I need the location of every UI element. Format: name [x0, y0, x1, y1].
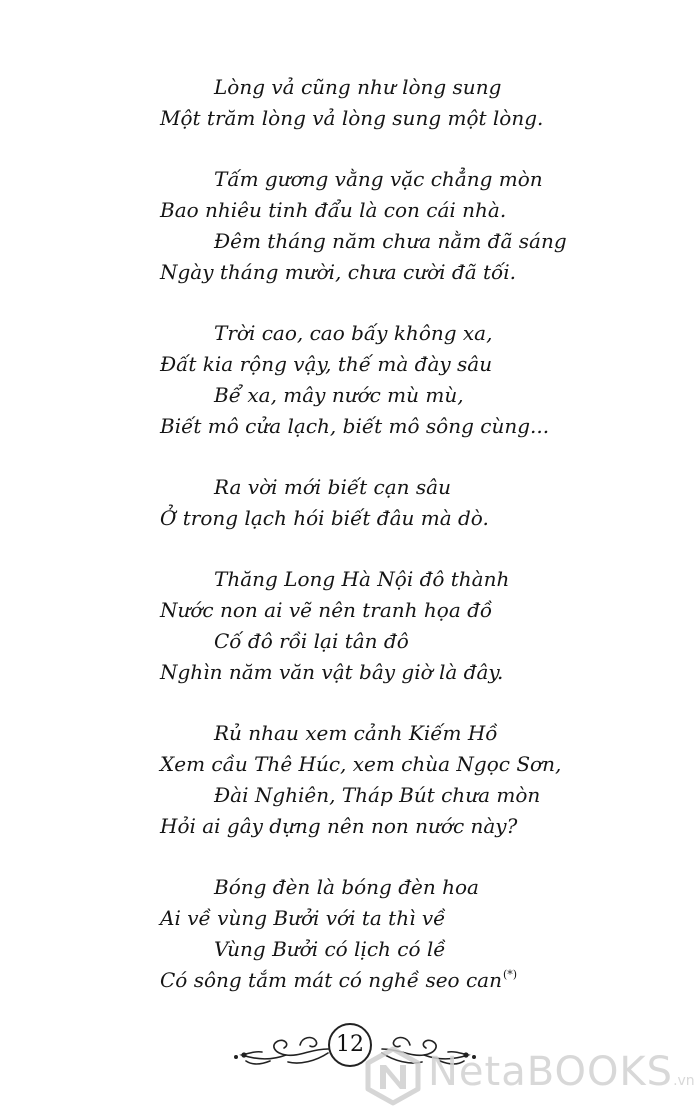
- stanza: [0, 72, 700, 134]
- poem-line: Nghìn năm văn vật bây giờ là đây.: [160, 660, 504, 684]
- watermark-text: NetaBOOKS.vn: [428, 1049, 695, 1095]
- poem-line: Đất kia rộng vậy, thế mà đày sâu: [160, 352, 493, 376]
- poem-line: Cố đô rồi lại tân đô: [214, 629, 409, 653]
- stanza: [0, 718, 700, 842]
- poem-line: Bể xa, mây nước mù mù,: [214, 383, 464, 407]
- poem-line-text: Có sông tắm mát có nghề seo can: [160, 968, 502, 992]
- poem-line: Ra vời mới biết cạn sâu: [214, 475, 451, 499]
- poem-line: Ở trong lạch hói biết đâu mà dò.: [160, 506, 489, 530]
- poem-line: Thăng Long Hà Nội đô thành: [214, 567, 510, 591]
- poem-body: [0, 72, 700, 1026]
- poem-line: Tấm gương vằng vặc chẳng mòn: [214, 167, 543, 191]
- poem-line: Hỏi ai gây dựng nên non nước này?: [160, 814, 518, 838]
- poem-line: Biết mô cửa lạch, biết mô sông cùng...: [160, 414, 550, 438]
- poem-line: Bao nhiêu tinh đẩu là con cái nhà.: [160, 198, 507, 222]
- poem-line: Ngày tháng mười, chưa cười đã tối.: [160, 260, 516, 284]
- poem-line-with-footnote: [0, 965, 700, 996]
- poem-line: Rủ nhau xem cảnh Kiếm Hồ: [214, 721, 498, 745]
- stanza: [0, 872, 700, 996]
- netabooks-watermark: [362, 1035, 695, 1115]
- poem-line: Vùng Bưởi có lịch có lề: [214, 937, 446, 961]
- poem-line: Một trăm lòng vả lòng sung một lòng.: [160, 106, 544, 130]
- poem-line: Ai về vùng Bưởi với ta thì về: [160, 906, 446, 930]
- watermark-suffix: .vn: [673, 1073, 695, 1089]
- stanza: [0, 564, 700, 688]
- poem-line: Đài Nghiên, Tháp Bút chưa mòn: [214, 783, 541, 807]
- page-number: 12: [328, 1023, 372, 1067]
- netabooks-logo-icon: [362, 1045, 424, 1107]
- footnote-marker: (*): [502, 968, 518, 981]
- poem-line: Lòng vả cũng như lòng sung: [214, 75, 502, 99]
- poem-line: Bóng đèn là bóng đèn hoa: [214, 875, 479, 899]
- stanza: [0, 164, 700, 288]
- poem-line: Nước non ai vẽ nên tranh họa đồ: [160, 598, 493, 622]
- poem-line: Trời cao, cao bấy không xa,: [214, 321, 493, 345]
- stanza: [0, 472, 700, 534]
- poem-line: Đêm tháng năm chưa nằm đã sáng: [214, 229, 567, 253]
- stanza: [0, 318, 700, 442]
- poem-line: Xem cầu Thê Húc, xem chùa Ngọc Sơn,: [160, 752, 562, 776]
